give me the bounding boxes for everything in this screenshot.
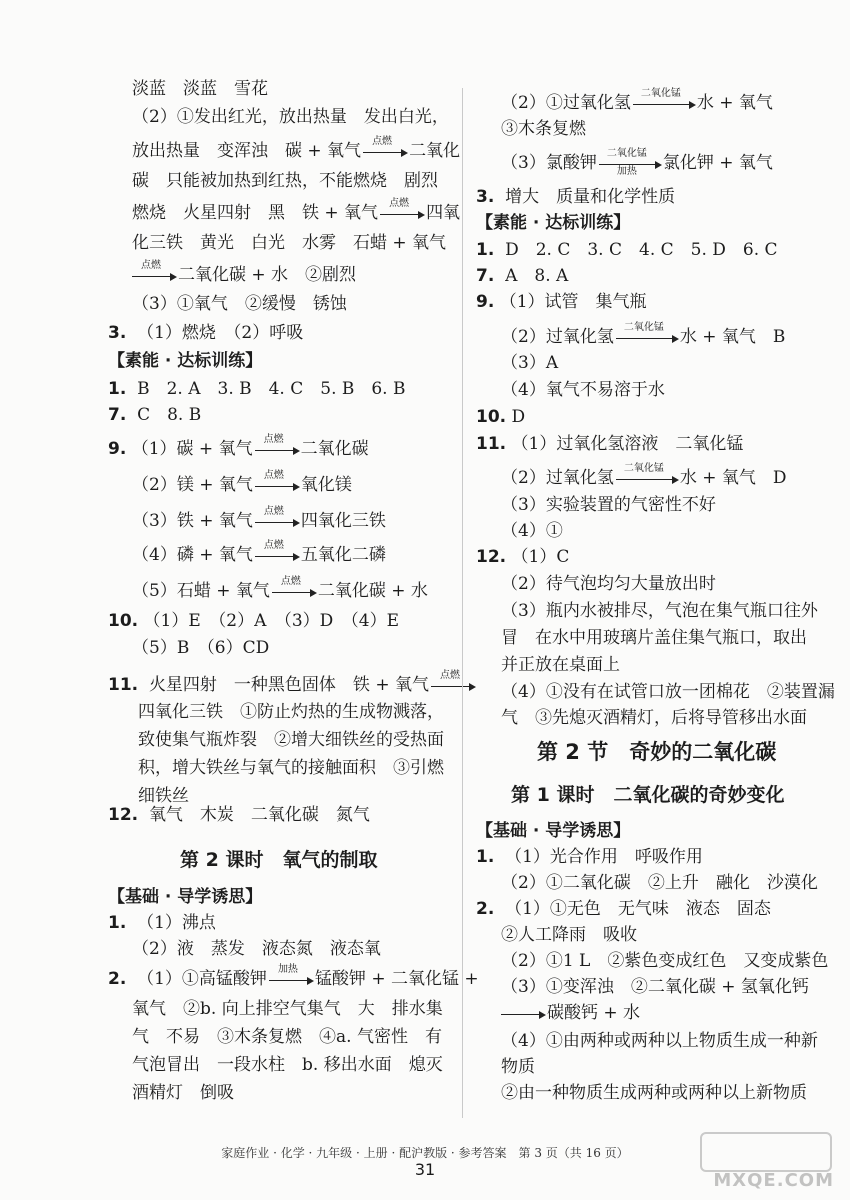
question-9: 9. （1）碳 + 氧气 点燃 二氧化碳 bbox=[108, 433, 369, 459]
reaction-arrow: 点燃 bbox=[255, 443, 299, 457]
reaction-arrow: 点燃 bbox=[255, 479, 299, 493]
question-12: 12. 氧气 木炭 二氧化碳 氮气 bbox=[108, 805, 370, 825]
answer-line: （2）待气泡均匀大量放出时 bbox=[501, 574, 716, 594]
answer-line: （3）实验装置的气密性不好 bbox=[501, 495, 716, 515]
question-10: 10. （1）E （2）A （3）D （4）E bbox=[108, 611, 400, 631]
equation-line: （5）石蜡 + 氧气 点燃 二氧化碳 + 水 bbox=[132, 575, 428, 601]
reaction-arrow: 加热 bbox=[269, 973, 313, 987]
section-title: 第 2 节 奇妙的二氧化碳 bbox=[537, 740, 777, 764]
answer-line: 点燃 二氧化碳 + 水 ②剧烈 bbox=[132, 264, 356, 286]
question-3: 3. 增大 质量和化学性质 bbox=[476, 187, 676, 207]
question-1: 1. （1）沸点 bbox=[108, 913, 216, 933]
section-heading: 【基础 · 导学诱思】 bbox=[108, 887, 263, 907]
answer-line: （4）①由两种或两种以上物质生成一种新 bbox=[501, 1031, 818, 1051]
answer-line: （2）①二氧化碳 ②上升 融化 沙漠化 bbox=[501, 873, 818, 893]
equation-line: （3）氯酸钾 二氧化锰 加热 氯化钾 + 氧气 bbox=[501, 147, 773, 177]
column-divider bbox=[462, 88, 463, 1118]
answer-line: 气 不易 ③木条复燃 ④a. 气密性 有 bbox=[132, 1027, 442, 1047]
reaction-arrow: 点燃 bbox=[431, 679, 475, 693]
answer-line: （3）①变浑浊 ②二氧化碳 + 氢氧化钙 bbox=[501, 977, 809, 997]
answer-line: （4）氧气不易溶于水 bbox=[501, 380, 665, 400]
section-heading: 【基础 · 导学诱思】 bbox=[476, 821, 631, 841]
answer-line: （3）①氧气 ②缓慢 锈蚀 bbox=[132, 294, 347, 314]
question-11: 11. 火星四射 一种黑色固体 铁 + 氧气 点燃 bbox=[108, 674, 477, 696]
reaction-arrow: 点燃 bbox=[255, 549, 299, 563]
page-footer: 家庭作业 · 化学 · 九年级 · 上册 · 配沪教版 · 参考答案 第 3 页（共 16 页） bbox=[221, 1146, 629, 1160]
reaction-arrow: 二氧化锰 bbox=[616, 472, 678, 486]
answer-line: 致使集气瓶炸裂 ②增大细铁丝的受热面 bbox=[138, 730, 444, 750]
answer-line: （2）①1 L ②紫色变成红色 又变成紫色 bbox=[501, 951, 829, 971]
reaction-arrow bbox=[501, 1007, 545, 1021]
answer-line: 放出热量 变浑浊 碳 + 氧气 点燃 二氧化 bbox=[132, 135, 461, 161]
answer-line: ②由一种物质生成两种或两种以上新物质 bbox=[501, 1083, 807, 1103]
answer-line: （3）A bbox=[501, 353, 559, 373]
section-heading: 【素能 · 达标训练】 bbox=[108, 351, 263, 371]
watermark-text: MXQE.COM bbox=[713, 1170, 834, 1191]
answer-line: （4）①没有在试管口放一团棉花 ②装置漏 bbox=[501, 682, 835, 702]
page-number: 31 bbox=[414, 1160, 436, 1179]
equation-line: （2）过氧化氢 二氧化锰 水 + 氧气 D bbox=[501, 462, 787, 488]
question-1: 1. （1）光合作用 呼吸作用 bbox=[476, 847, 703, 867]
question-11: 11. （1）过氧化氢溶液 二氧化锰 bbox=[476, 434, 744, 454]
answer-line: 四氧化三铁 ①防止灼热的生成物溅落， bbox=[138, 702, 444, 722]
reaction-arrow: 点燃 bbox=[272, 585, 316, 599]
answers-7-8: 7. C 8. B bbox=[108, 405, 202, 425]
reaction-arrow: 二氧化锰 加热 bbox=[599, 157, 661, 171]
equation-line: （2）①过氧化氢 二氧化锰 水 + 氧气 bbox=[501, 87, 773, 113]
answers-7-8: 7. A 8. A bbox=[476, 266, 569, 286]
lesson-title: 第 2 课时 氧气的制取 bbox=[180, 849, 378, 871]
answers-1-6: 1. D 2. C 3. C 4. C 5. D 6. C bbox=[476, 240, 778, 260]
equation-line: （2）过氧化氢 二氧化锰 水 + 氧气 B bbox=[501, 321, 786, 347]
reaction-arrow: 点燃 bbox=[380, 207, 424, 221]
question-3: 3. （1）燃烧 （2）呼吸 bbox=[108, 323, 304, 343]
answer-line: （2）①发出红光，放出热量 发出白光， bbox=[132, 107, 449, 127]
answer-line: 燃烧 火星四射 黑 铁 + 氧气 点燃 四氧 bbox=[132, 197, 461, 223]
answer-line: 气泡冒出 一段水柱 b. 移出水面 熄灭 bbox=[132, 1055, 443, 1075]
question-2: 2. （1）①高锰酸钾 加热 锰酸钾 + 二氧化锰 + bbox=[108, 963, 479, 989]
answer-line: 化三铁 黄光 白光 水雾 石蜡 + 氧气 bbox=[132, 233, 447, 253]
reaction-arrow: 点燃 bbox=[363, 145, 407, 159]
equation-line: （3）铁 + 氧气 点燃 四氧化三铁 bbox=[132, 505, 386, 531]
answer-line: 气 ③先熄灭酒精灯，后将导管移出水面 bbox=[501, 708, 807, 728]
lesson-title: 第 1 课时 二氧化碳的奇妙变化 bbox=[511, 784, 785, 806]
answer-line: ③木条复燃 bbox=[501, 119, 586, 139]
answer-line: （3）瓶内水被排尽，气泡在集气瓶口往外 bbox=[501, 601, 818, 621]
question-9: 9. （1）试管 集气瓶 bbox=[476, 292, 647, 312]
answer-line: 细铁丝 bbox=[138, 786, 189, 806]
answer-line: 冒 在水中用玻璃片盖住集气瓶口，取出 bbox=[501, 628, 807, 648]
answer-line: ②人工降雨 吸收 bbox=[501, 925, 637, 945]
reaction-arrow: 二氧化锰 bbox=[633, 97, 695, 111]
answer-line: 物质 bbox=[501, 1057, 535, 1077]
answers-1-6: 1. B 2. A 3. B 4. C 5. B 6. B bbox=[108, 379, 406, 399]
reaction-arrow: 点燃 bbox=[255, 515, 299, 529]
watermark-logo-icon bbox=[700, 1132, 832, 1172]
answer-line: 酒精灯 倒吸 bbox=[132, 1083, 234, 1103]
answer-line: （5）B （6）CD bbox=[132, 638, 270, 658]
section-heading: 【素能 · 达标训练】 bbox=[476, 213, 631, 233]
question-2: 2. （1）①无色 无气味 液态 固态 bbox=[476, 899, 771, 919]
answer-line: （4）① bbox=[501, 521, 563, 541]
question-12: 12. （1）C bbox=[476, 547, 570, 567]
answer-line: 淡蓝 淡蓝 雪花 bbox=[132, 79, 268, 99]
reaction-arrow: 二氧化锰 bbox=[616, 331, 678, 345]
answer-line: 并正放在桌面上 bbox=[501, 655, 620, 675]
answer-line: 氧气 ②b. 向上排空气集气 大 排水集 bbox=[132, 999, 443, 1019]
equation-line: （4）磷 + 氧气 点燃 五氧化二磷 bbox=[132, 539, 386, 565]
answer-line: （2）液 蒸发 液态氮 液态氧 bbox=[132, 939, 381, 959]
equation-line: （2）镁 + 氧气 点燃 氧化镁 bbox=[132, 469, 352, 495]
answer-line: 积，增大铁丝与氧气的接触面积 ③引燃 bbox=[138, 758, 444, 778]
watermark bbox=[700, 1130, 840, 1194]
reaction-arrow: 点燃 bbox=[132, 269, 176, 283]
equation-line: 碳酸钙 + 水 bbox=[501, 1002, 640, 1024]
question-10: 10. D bbox=[476, 407, 526, 427]
answer-line: 碳 只能被加热到红热，不能燃烧 剧烈 bbox=[132, 171, 438, 191]
